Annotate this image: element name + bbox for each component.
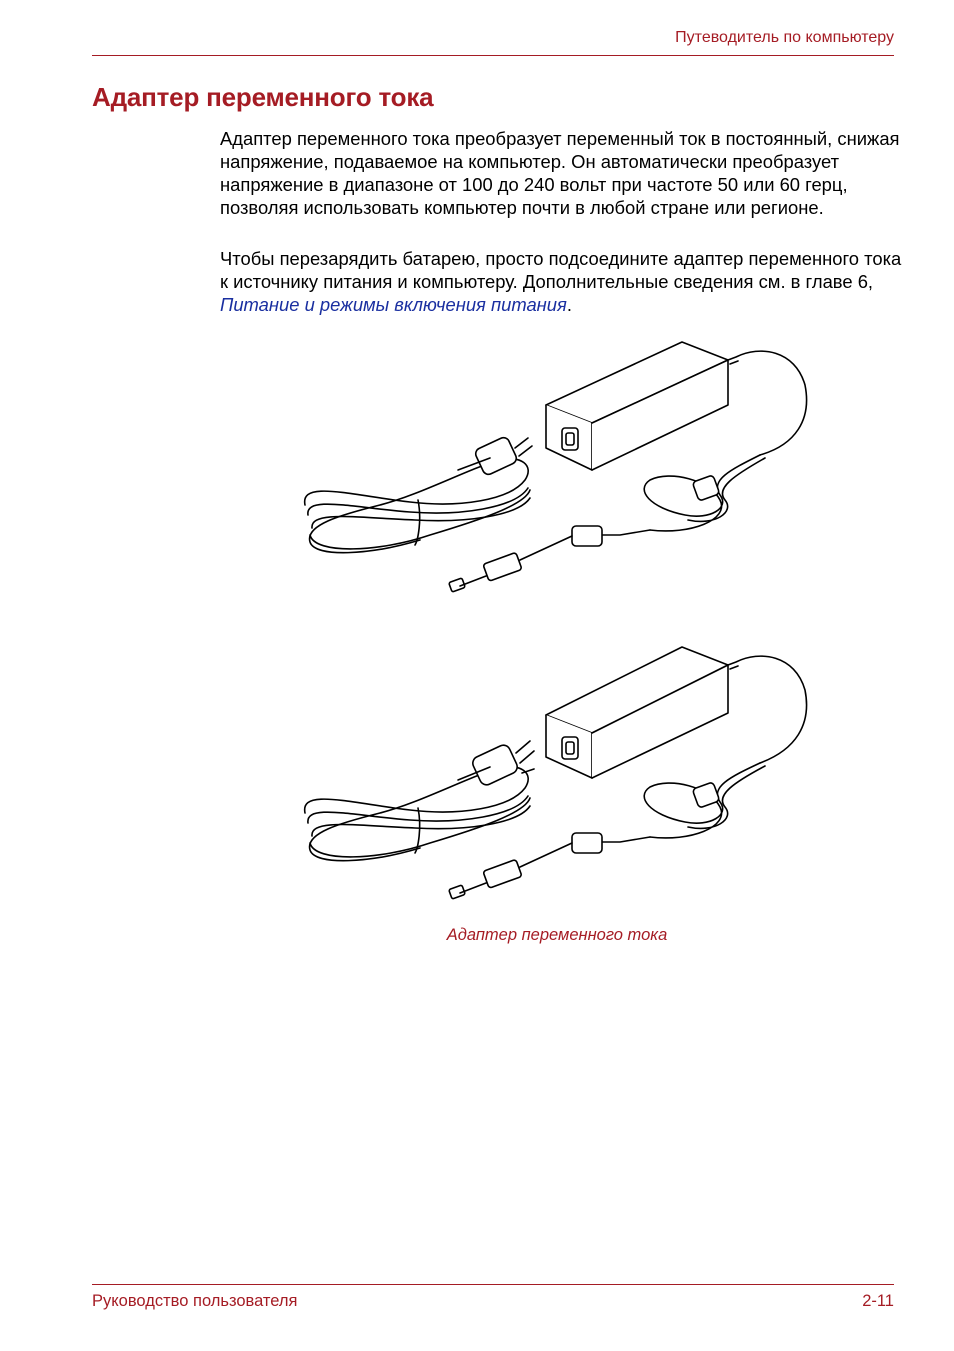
chapter-link[interactable]: Питание и режимы включения питания bbox=[220, 294, 567, 315]
header-rule bbox=[92, 55, 894, 56]
figure-caption: Адаптер переменного тока bbox=[446, 926, 668, 944]
section-title: Адаптер переменного тока bbox=[92, 82, 434, 112]
paragraph-charging-text: Чтобы перезарядить батарею, просто подсоедините адаптер переменного тока к источнику питания и компьютеру. Дополнительные сведения см. в главе 6, bbox=[220, 248, 902, 292]
paragraph-intro: Адаптер переменного тока преобразует переменный ток в постоянный, снижая напряжение, подаваемое на компьютер. Он автоматически преобразует напряжение в диапазоне от 100 до 240 вольт при частоте 50 или 60 герц, позволяя использовать компьютер почти в любой стране или регионе. bbox=[220, 128, 900, 218]
paragraph-charging bbox=[220, 247, 910, 316]
footer-rule bbox=[92, 1284, 894, 1285]
page-number: 2-11 bbox=[862, 1292, 894, 1310]
footer-manual-title: Руководство пользователя bbox=[92, 1292, 298, 1310]
ac-adapter-illustration-2pin bbox=[290, 330, 830, 605]
running-header: Путеводитель по компьютеру bbox=[675, 29, 894, 46]
paragraph-charging-end: . bbox=[566, 294, 572, 315]
ac-adapter-illustration-3pin bbox=[290, 635, 830, 910]
